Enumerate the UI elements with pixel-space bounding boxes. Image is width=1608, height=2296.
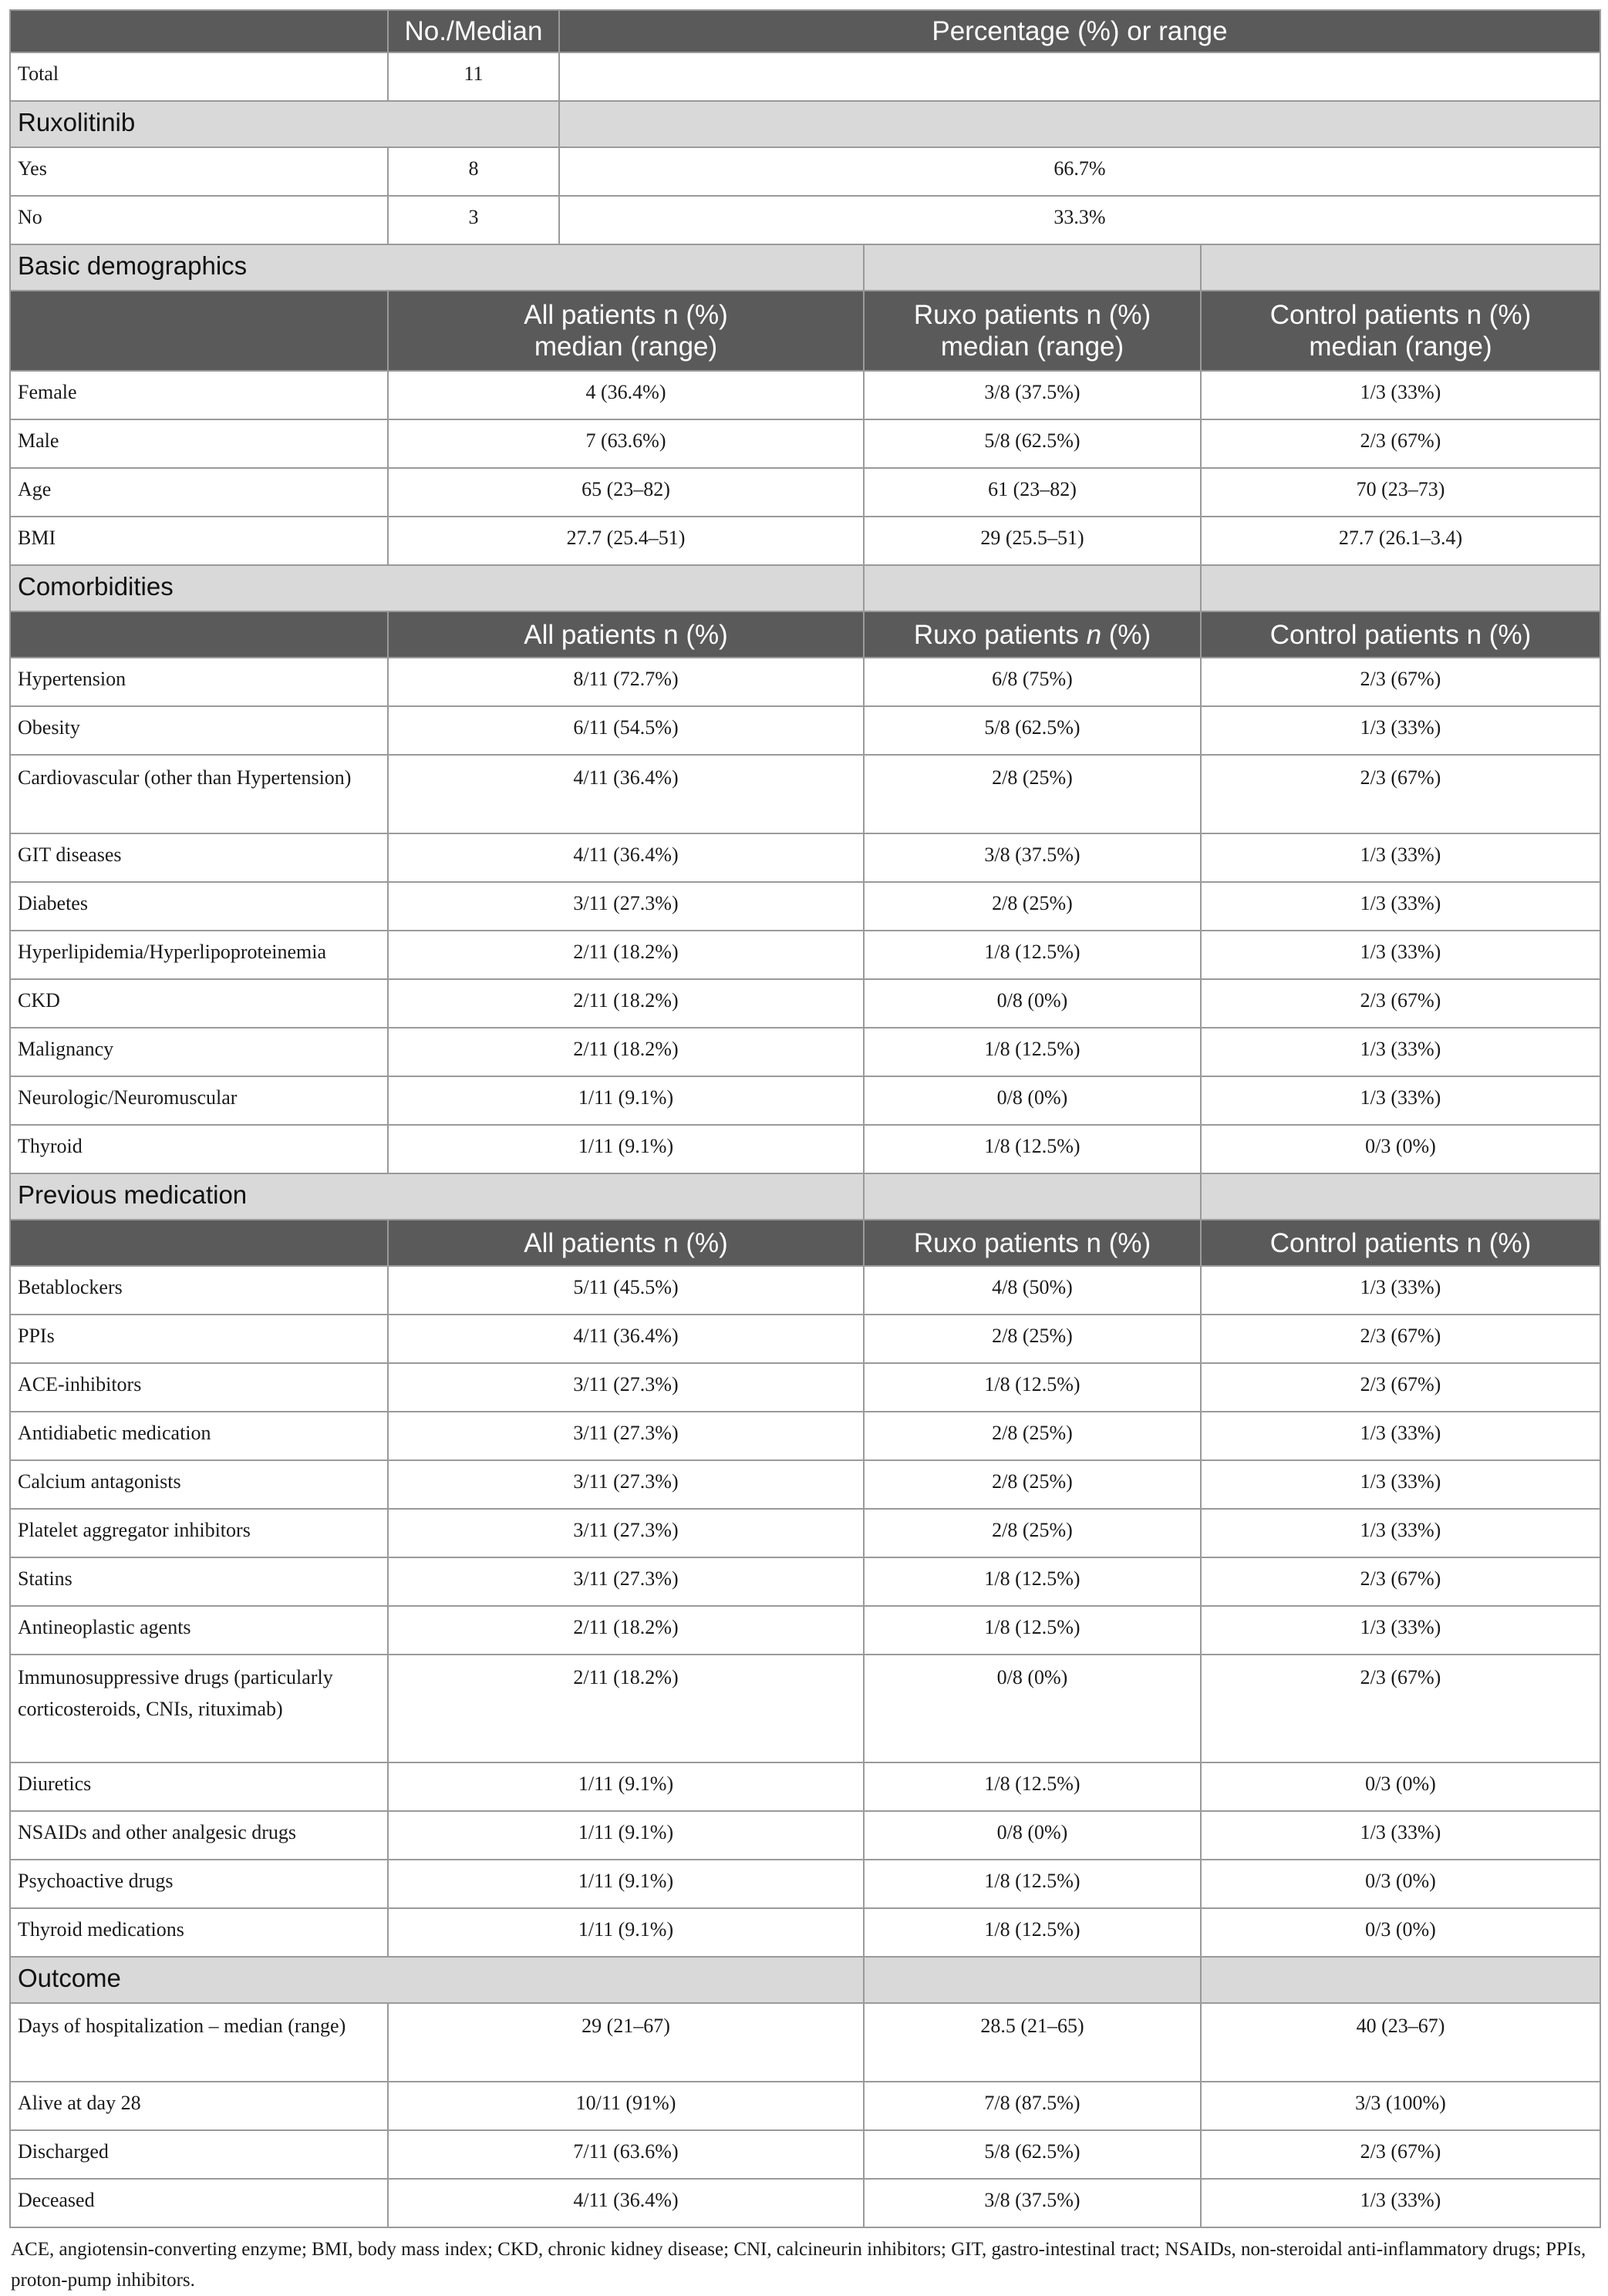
table-row [10,1509,1600,1557]
cell-all-patients: 2/11 (18.2%) [388,1655,864,1762]
cell-ruxo-patients: 1/8 (12.5%) [864,1762,1201,1811]
column-header-line: median (range) [1309,332,1492,362]
cell-control-patients: 1/3 (33%) [1201,1811,1600,1860]
total-label: Total [10,52,388,101]
cell-ruxo-patients: 6/8 (75%) [864,658,1201,706]
cell-ruxo-patients: 29 (25.5–51) [864,517,1201,565]
section-title-ruxolitinib: Ruxolitinib [10,101,559,147]
cell-control-patients: 0/3 (0%) [1201,1860,1600,1908]
row-label: Platelet aggregator inhibitors [10,1509,388,1557]
cell-control-patients: 2/3 (67%) [1201,419,1600,468]
column-header-blank [10,1220,388,1266]
cell-all-patients: 4/11 (36.4%) [388,1315,864,1363]
cell-control-patients: 1/3 (33%) [1201,1412,1600,1460]
table-row [10,979,1600,1028]
row-label: Calcium antagonists [10,1460,388,1509]
section-title-outcome: Outcome [10,1957,864,2003]
row-label: Obesity [10,706,388,755]
row-label: Female [10,371,388,419]
cell-control-patients: 1/3 (33%) [1201,1509,1600,1557]
table-row [10,1655,1600,1762]
cell-all-patients: 5/11 (45.5%) [388,1266,864,1315]
cell-control-patients: 2/3 (67%) [1201,2130,1600,2179]
cell-ruxo-patients: 2/8 (25%) [864,1460,1201,1509]
cell-control-patients: 1/3 (33%) [1201,2179,1600,2227]
table-row [10,1266,1600,1315]
section-filler [1201,244,1600,291]
cell-all-patients: 10/11 (91%) [388,2082,864,2130]
table-row [10,419,1600,468]
row-label: NSAIDs and other analgesic drugs [10,1811,388,1860]
column-header-all [388,1220,864,1266]
section-row-outcome [10,1957,1600,2003]
row-label: Male [10,419,388,468]
table-row [10,2130,1600,2179]
cell-control-patients: 1/3 (33%) [1201,931,1600,979]
cell-ruxo-patients: 4/8 (50%) [864,1266,1201,1315]
row-label: Alive at day 28 [10,2082,388,2130]
table-row [10,658,1600,706]
cell-all-patients: 2/11 (18.2%) [388,1606,864,1655]
column-header-text: Control patients n (%) [1269,619,1532,650]
column-header-blank [10,291,388,371]
cell-all-patients: 3/11 (27.3%) [388,882,864,931]
column-header-ruxo [864,1220,1201,1266]
table-row [10,1412,1600,1460]
row-label: BMI [10,517,388,565]
cell-all-patients: 4/11 (36.4%) [388,755,864,833]
column-header-line: All patients n (%) [524,300,728,330]
cell-ruxo-patients: 2/8 (25%) [864,755,1201,833]
table-row [10,1606,1600,1655]
cell-control-patients: 40 (23–67) [1201,2003,1600,2082]
cell-ruxo-patients: 1/8 (12.5%) [864,1908,1201,1957]
row-label: Neurologic/Neuromuscular [10,1076,388,1125]
cell-ruxo-patients: 1/8 (12.5%) [864,1125,1201,1173]
cell-all-patients: 3/11 (27.3%) [388,1460,864,1509]
cell-control-patients: 1/3 (33%) [1201,371,1600,419]
header-percentage: Percentage (%) or range [559,10,1600,52]
row-label: Antineoplastic agents [10,1606,388,1655]
cell-all-patients: 4 (36.4%) [388,371,864,419]
table-container [9,9,1600,2296]
row-label: Age [10,468,388,517]
column-header-line: median (range) [940,332,1124,362]
row-label: Hyperlipidemia/Hyperlipoproteinemia [10,931,388,979]
cell-all-patients: 29 (21–67) [388,2003,864,2082]
section-filler [1201,1173,1600,1220]
table-row [10,1460,1600,1509]
table-row [10,1076,1600,1125]
cell-control-patients: 1/3 (33%) [1201,1606,1600,1655]
cell-control-patients: 1/3 (33%) [1201,833,1600,882]
cell-all-patients: 7/11 (63.6%) [388,2130,864,2179]
row-percentage: 66.7% [559,147,1600,196]
cell-all-patients: 6/11 (54.5%) [388,706,864,755]
cell-ruxo-patients: 28.5 (21–65) [864,2003,1201,2082]
column-header-line: Control patients n (%) [1269,300,1532,330]
cell-ruxo-patients: 1/8 (12.5%) [864,1363,1201,1412]
row-label: Hypertension [10,658,388,706]
table-row [10,706,1600,755]
table-row [10,1811,1600,1860]
table-row [10,517,1600,565]
row-label: Discharged [10,2130,388,2179]
cell-control-patients: 1/3 (33%) [1201,706,1600,755]
table-row [10,147,1600,196]
cell-all-patients: 3/11 (27.3%) [388,1412,864,1460]
row-label: Statins [10,1557,388,1606]
table-footnote: ACE, angiotensin-converting enzyme; BMI, body mass index; CKD, chronic kidney disease; CNI, calcineurin inhibitors; GIT, gastro-intestinal tract; NSAIDs, non-steroidal anti-inflammatory drugs; PPIs, proton-pump inhibitors. [11,2239,1586,2291]
cell-ruxo-patients: 5/8 (62.5%) [864,2130,1201,2179]
column-header-row [10,1220,1600,1266]
row-label: ACE-inhibitors [10,1363,388,1412]
cell-control-patients: 0/3 (0%) [1201,1908,1600,1957]
cell-control-patients: 1/3 (33%) [1201,1460,1600,1509]
cell-all-patients: 27.7 (25.4–51) [388,517,864,565]
section-filler [864,565,1201,611]
cell-ruxo-patients: 7/8 (87.5%) [864,2082,1201,2130]
cell-all-patients: 1/11 (9.1%) [388,1125,864,1173]
cell-control-patients: 1/3 (33%) [1201,882,1600,931]
table-row [10,1315,1600,1363]
row-count: 3 [388,196,559,244]
header-blank [10,10,388,52]
section-filler [1201,565,1600,611]
section-filler [559,101,1600,147]
row-label: Immunosuppressive drugs (particularly corticosteroids, CNIs, rituximab) [10,1655,388,1762]
cell-all-patients: 3/11 (27.3%) [388,1363,864,1412]
section-row-medication [10,1173,1600,1220]
main-header-row [10,10,1600,52]
cell-control-patients: 0/3 (0%) [1201,1125,1600,1173]
cell-all-patients: 65 (23–82) [388,468,864,517]
cell-all-patients: 1/11 (9.1%) [388,1762,864,1811]
row-label: Days of hospitalization – median (range) [10,2003,388,2082]
row-label: Betablockers [10,1266,388,1315]
cell-control-patients: 27.7 (26.1–3.4) [1201,517,1600,565]
cell-all-patients: 3/11 (27.3%) [388,1509,864,1557]
table-row [10,2003,1600,2082]
cell-control-patients: 2/3 (67%) [1201,1363,1600,1412]
column-header-text: (%) [1101,619,1151,650]
row-label: Cardiovascular (other than Hypertension) [10,755,388,833]
cell-all-patients: 1/11 (9.1%) [388,1811,864,1860]
section-title-comorbidities: Comorbidities [10,565,864,611]
table-row [10,882,1600,931]
header-no-median: No./Median [388,10,559,52]
total-range [559,52,1600,101]
row-label: Antidiabetic medication [10,1412,388,1460]
row-label: PPIs [10,1315,388,1363]
section-filler [864,1173,1201,1220]
cell-all-patients: 1/11 (9.1%) [388,1860,864,1908]
cell-control-patients: 0/3 (0%) [1201,1762,1600,1811]
table-row [10,833,1600,882]
row-label: Yes [10,147,388,196]
cell-control-patients: 3/3 (100%) [1201,2082,1600,2130]
cell-ruxo-patients: 1/8 (12.5%) [864,1028,1201,1076]
cell-all-patients: 1/11 (9.1%) [388,1076,864,1125]
table-row [10,1363,1600,1412]
section-row-ruxolitinib [10,101,1600,147]
table-row [10,468,1600,517]
total-value: 11 [388,52,559,101]
row-label: Malignancy [10,1028,388,1076]
column-header-text: All patients n (%) [524,619,728,650]
row-label: Psychoactive drugs [10,1860,388,1908]
column-header-all [388,611,864,658]
cell-control-patients: 1/3 (33%) [1201,1076,1600,1125]
cell-all-patients: 8/11 (72.7%) [388,658,864,706]
column-header-text: Ruxo patients [913,619,1087,650]
row-label: Thyroid [10,1125,388,1173]
column-header-line: Ruxo patients n (%) [913,300,1151,330]
column-header-text: All patients n (%) [524,1227,728,1258]
cell-all-patients: 4/11 (36.4%) [388,2179,864,2227]
cell-ruxo-patients: 5/8 (62.5%) [864,419,1201,468]
cell-ruxo-patients: 61 (23–82) [864,468,1201,517]
cell-ruxo-patients: 1/8 (12.5%) [864,1606,1201,1655]
total-row [10,52,1600,101]
column-header-ruxo [864,291,1201,371]
row-label: Deceased [10,2179,388,2227]
table-row [10,1860,1600,1908]
table-row [10,1908,1600,1957]
column-header-control [1201,291,1600,371]
table-row [10,1762,1600,1811]
table-row [10,2179,1600,2227]
column-header-blank [10,611,388,658]
cell-ruxo-patients: 1/8 (12.5%) [864,1860,1201,1908]
column-header-line: median (range) [534,332,718,362]
cell-ruxo-patients: 0/8 (0%) [864,1076,1201,1125]
cell-control-patients: 2/3 (67%) [1201,755,1600,833]
cell-control-patients: 2/3 (67%) [1201,658,1600,706]
cell-ruxo-patients: 0/8 (0%) [864,1811,1201,1860]
column-header-control [1201,1220,1600,1266]
cell-control-patients: 1/3 (33%) [1201,1028,1600,1076]
table-row [10,1125,1600,1173]
table-row [10,1028,1600,1076]
cell-ruxo-patients: 1/8 (12.5%) [864,931,1201,979]
column-header-all [388,291,864,371]
column-header-row [10,291,1600,371]
table-row [10,371,1600,419]
column-header-italic-n: n [1086,619,1102,650]
cell-control-patients: 70 (23–73) [1201,468,1600,517]
cell-ruxo-patients: 3/8 (37.5%) [864,2179,1201,2227]
cell-all-patients: 3/11 (27.3%) [388,1557,864,1606]
cell-all-patients: 7 (63.6%) [388,419,864,468]
row-label: CKD [10,979,388,1028]
section-title-demographics: Basic demographics [10,244,864,291]
cell-ruxo-patients: 2/8 (25%) [864,1412,1201,1460]
cell-control-patients: 2/3 (67%) [1201,1655,1600,1762]
table-row [10,755,1600,833]
cell-ruxo-patients: 2/8 (25%) [864,1315,1201,1363]
cell-control-patients: 2/3 (67%) [1201,1315,1600,1363]
cell-all-patients: 2/11 (18.2%) [388,931,864,979]
section-filler [864,1957,1201,2003]
column-header-ruxo [864,611,1201,658]
row-label: No [10,196,388,244]
row-label: Thyroid medications [10,1908,388,1957]
cell-ruxo-patients: 0/8 (0%) [864,1655,1201,1762]
patient-characteristics-table [9,9,1601,2228]
column-header-text: Ruxo patients n (%) [913,1227,1151,1258]
section-filler [864,244,1201,291]
cell-control-patients: 2/3 (67%) [1201,979,1600,1028]
section-filler [1201,1957,1600,2003]
cell-ruxo-patients: 5/8 (62.5%) [864,706,1201,755]
row-count: 8 [388,147,559,196]
table-row [10,2082,1600,2130]
section-title-medication: Previous medication [10,1173,864,1220]
section-row-demographics [10,244,1600,291]
row-label: Diabetes [10,882,388,931]
table-row [10,931,1600,979]
row-percentage: 33.3% [559,196,1600,244]
cell-ruxo-patients: 2/8 (25%) [864,1509,1201,1557]
column-header-control [1201,611,1600,658]
cell-all-patients: 2/11 (18.2%) [388,1028,864,1076]
cell-ruxo-patients: 2/8 (25%) [864,882,1201,931]
column-header-text: Control patients n (%) [1269,1227,1532,1258]
cell-all-patients: 4/11 (36.4%) [388,833,864,882]
cell-control-patients: 1/3 (33%) [1201,1266,1600,1315]
cell-all-patients: 1/11 (9.1%) [388,1908,864,1957]
row-label: Diuretics [10,1762,388,1811]
cell-ruxo-patients: 3/8 (37.5%) [864,833,1201,882]
cell-control-patients: 2/3 (67%) [1201,1557,1600,1606]
cell-ruxo-patients: 1/8 (12.5%) [864,1557,1201,1606]
column-header-row [10,611,1600,658]
section-row-comorbidities [10,565,1600,611]
row-label: GIT diseases [10,833,388,882]
cell-ruxo-patients: 3/8 (37.5%) [864,371,1201,419]
table-row [10,196,1600,244]
table-row [10,1557,1600,1606]
cell-ruxo-patients: 0/8 (0%) [864,979,1201,1028]
cell-all-patients: 2/11 (18.2%) [388,979,864,1028]
